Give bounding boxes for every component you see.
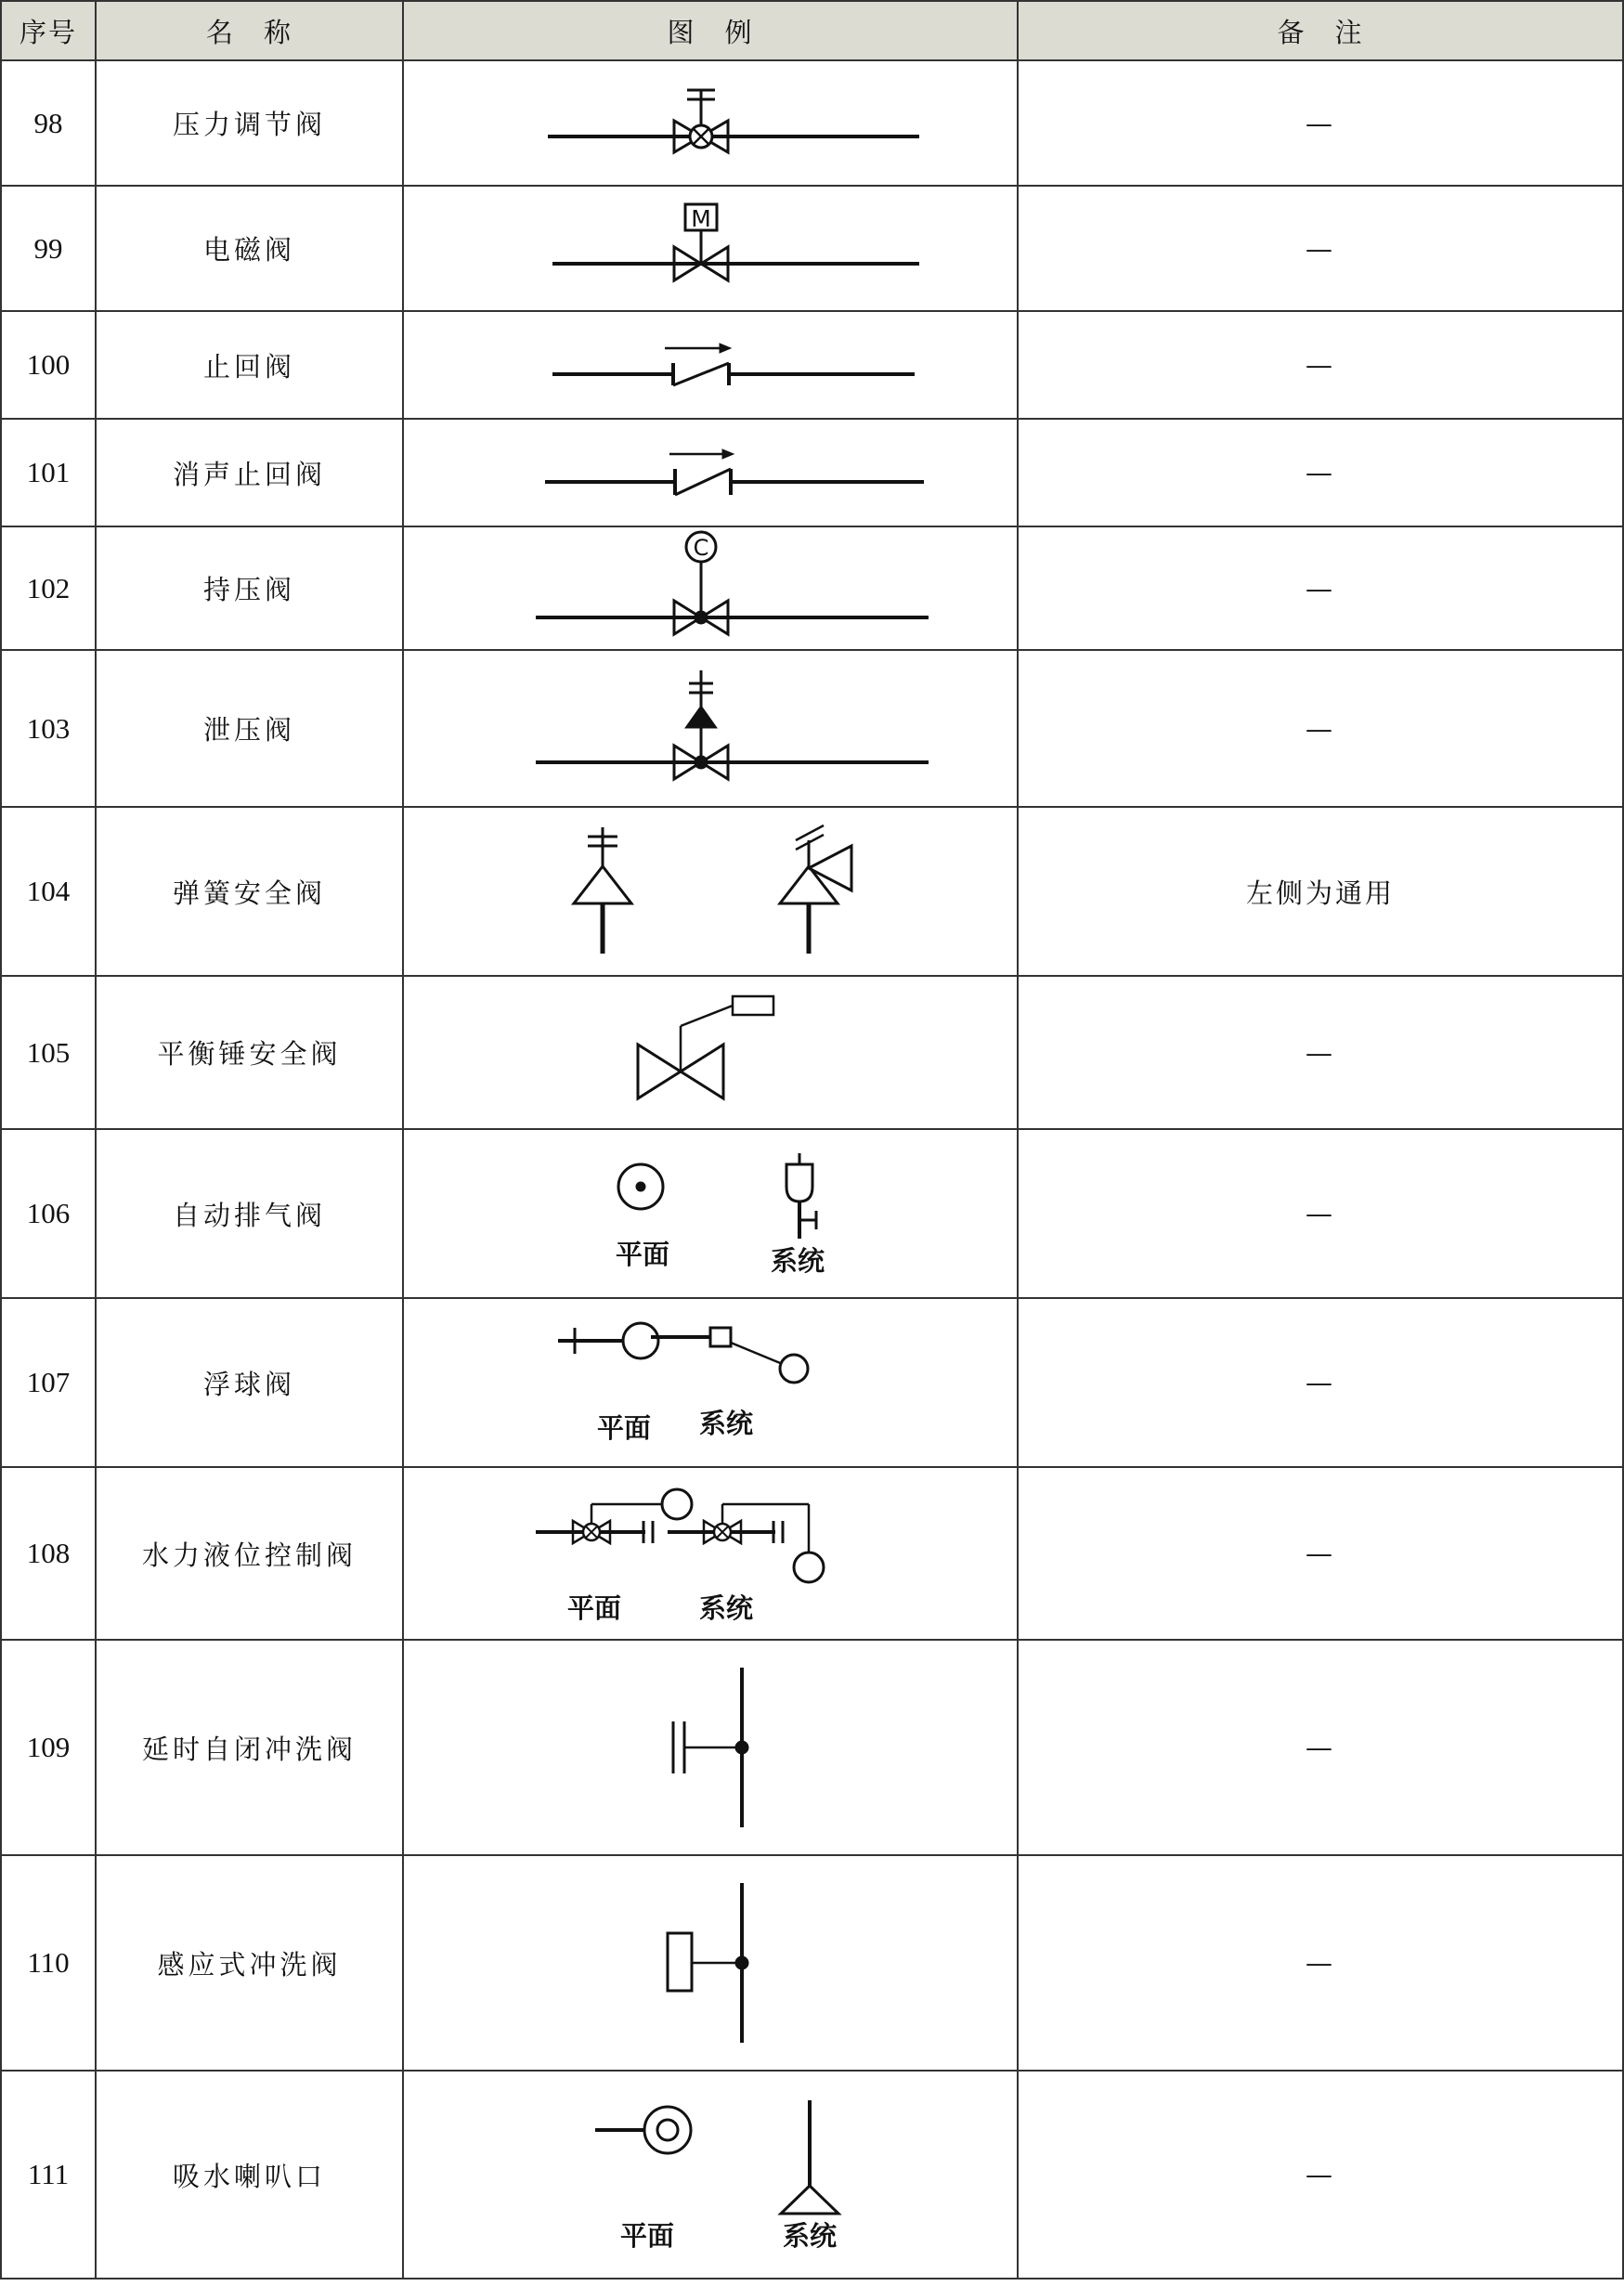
caption-plan: 平面: [619, 2220, 675, 2252]
table-row: [1, 60, 1623, 186]
hydraulic-level-control-valve-icon: [404, 1469, 1017, 1638]
table-row: [1, 1129, 1623, 1298]
row-remark: —: [1018, 1467, 1623, 1640]
row-name: 水力液位控制阀: [96, 1467, 403, 1640]
row-number: 105: [1, 976, 96, 1129]
table-row: [1, 1640, 1623, 1855]
row-remark: —: [1018, 1855, 1623, 2071]
row-symbol: [403, 650, 1018, 807]
table-row: [1, 1855, 1623, 2071]
caption-system: 系统: [782, 2220, 838, 2252]
caption-plan: 平面: [615, 1239, 670, 1270]
row-symbol: [403, 1467, 1018, 1640]
solenoid-letter: M: [691, 205, 711, 232]
row-number: 110: [1, 1855, 96, 2071]
header-remark: 备 注: [1018, 1, 1623, 60]
pressure-regulating-valve-icon: [404, 62, 1017, 184]
table-row: [1, 526, 1623, 650]
row-symbol: [403, 1298, 1018, 1467]
row-name: 自动排气阀: [96, 1129, 403, 1298]
row-symbol: [403, 976, 1018, 1129]
row-symbol: [403, 1855, 1018, 2071]
table-row: [1, 2071, 1623, 2279]
row-name: 泄压阀: [96, 650, 403, 807]
pressure-sustaining-valve-icon: [404, 528, 1017, 648]
row-symbol: [403, 1640, 1018, 1855]
row-name: 延时自闭冲洗阀: [96, 1640, 403, 1855]
row-symbol: [403, 186, 1018, 311]
row-remark: —: [1018, 2071, 1623, 2279]
row-symbol: [403, 419, 1018, 526]
silencing-check-valve-icon: [404, 421, 1017, 525]
header-row: [1, 1, 1623, 60]
row-remark: —: [1018, 311, 1623, 419]
row-remark: —: [1018, 186, 1623, 311]
row-number: 101: [1, 419, 96, 526]
row-symbol: [403, 60, 1018, 186]
row-number: 103: [1, 650, 96, 807]
caption-system: 系统: [698, 1592, 754, 1624]
caption-plan: 平面: [596, 1412, 652, 1444]
table-row: [1, 807, 1623, 976]
float-valve-icon: [404, 1300, 1017, 1465]
sensor-flush-valve-icon: [404, 1857, 1017, 2069]
row-name: 消声止回阀: [96, 419, 403, 526]
row-name: 止回阀: [96, 311, 403, 419]
row-name: 浮球阀: [96, 1298, 403, 1467]
row-number: 106: [1, 1129, 96, 1298]
row-symbol: [403, 1129, 1018, 1298]
row-number: 100: [1, 311, 96, 419]
row-number: 98: [1, 60, 96, 186]
row-remark: —: [1018, 526, 1623, 650]
solenoid-valve-icon: [404, 188, 1017, 309]
row-name: 平衡锤安全阀: [96, 976, 403, 1129]
row-number: 109: [1, 1640, 96, 1855]
header-name: 名 称: [96, 1, 403, 60]
automatic-air-vent-icon: [404, 1131, 1017, 1296]
delay-self-closing-flush-valve-icon: [404, 1642, 1017, 1853]
table-row: [1, 311, 1623, 419]
header-legend: 图 例: [403, 1, 1018, 60]
table-row: [1, 1467, 1623, 1640]
caption-plan: 平面: [566, 1592, 622, 1624]
row-number: 104: [1, 807, 96, 976]
row-remark: —: [1018, 1640, 1623, 1855]
row-remark: —: [1018, 650, 1623, 807]
counterweight-safety-valve-icon: [404, 978, 1017, 1127]
row-number: 102: [1, 526, 96, 650]
row-number: 107: [1, 1298, 96, 1467]
row-name: 电磁阀: [96, 186, 403, 311]
row-name: 压力调节阀: [96, 60, 403, 186]
row-name: 感应式冲洗阀: [96, 1855, 403, 2071]
row-number: 99: [1, 186, 96, 311]
table-row: [1, 186, 1623, 311]
suction-bellmouth-icon: [404, 2072, 1017, 2277]
table-row: [1, 419, 1623, 526]
row-number: 111: [1, 2071, 96, 2279]
caption-system: 系统: [770, 1245, 825, 1277]
row-symbol: [403, 2071, 1018, 2279]
caption-system: 系统: [698, 1408, 754, 1439]
row-number: 108: [1, 1467, 96, 1640]
spring-safety-valve-icon: [404, 809, 1017, 974]
row-symbol: [403, 311, 1018, 419]
row-remark: —: [1018, 419, 1623, 526]
row-remark: —: [1018, 976, 1623, 1129]
row-remark: 左侧为通用: [1018, 807, 1623, 976]
row-remark: —: [1018, 1298, 1623, 1467]
table-row: [1, 976, 1623, 1129]
pressure-sustaining-letter: C: [693, 535, 709, 561]
row-name: 弹簧安全阀: [96, 807, 403, 976]
check-valve-icon: [404, 313, 1017, 417]
header-no: 序号: [1, 1, 96, 60]
row-name: 持压阀: [96, 526, 403, 650]
row-remark: —: [1018, 1129, 1623, 1298]
row-remark: —: [1018, 60, 1623, 186]
row-symbol: [403, 526, 1018, 650]
pressure-relief-valve-icon: [404, 652, 1017, 805]
table-row: [1, 1298, 1623, 1467]
row-symbol: [403, 807, 1018, 976]
table-row: [1, 650, 1623, 807]
row-name: 吸水喇叭口: [96, 2071, 403, 2279]
